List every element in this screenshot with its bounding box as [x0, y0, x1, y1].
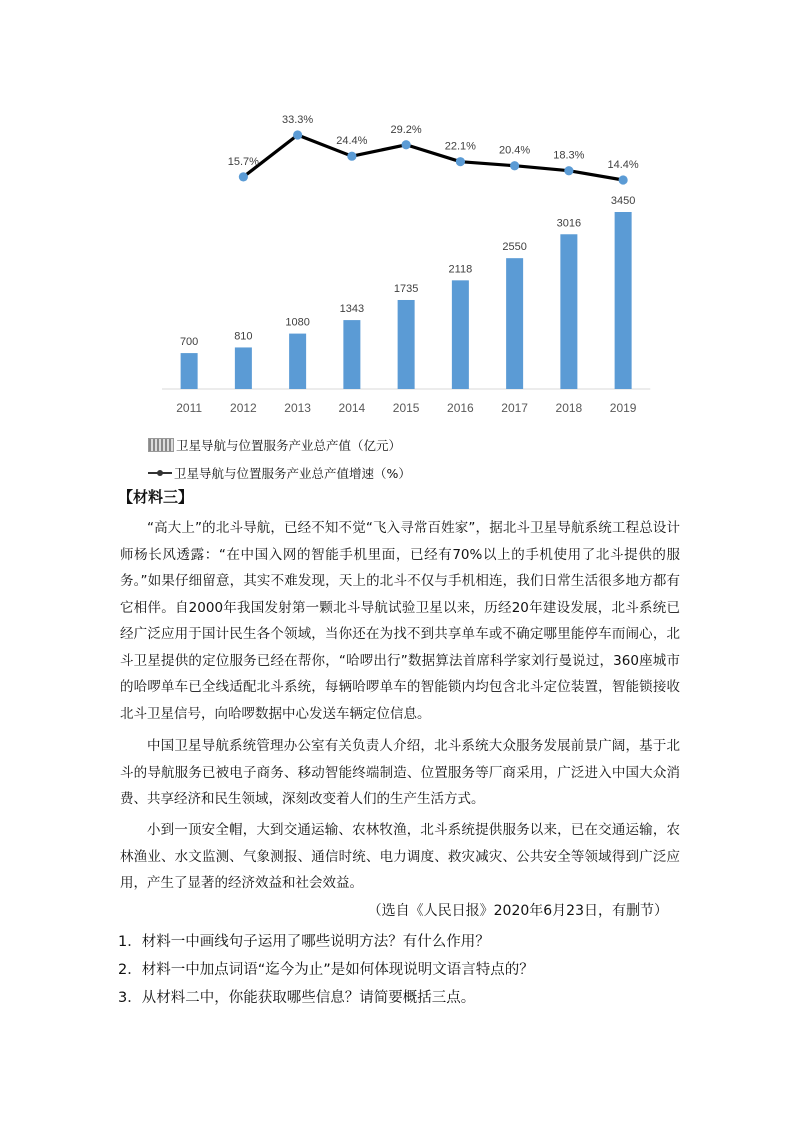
legend-line-label: 卫星导航与位置服务产业总产值增速（%） [174, 466, 411, 481]
growth-value-label: 20.4% [499, 144, 531, 157]
x-tick-label: 2015 [392, 401, 420, 415]
growth-value-label: 33.3% [282, 114, 314, 126]
x-tick-label: 2018 [555, 401, 583, 415]
paragraph-3: 小到一顶安全帽，大到交通运输、农林牧渔，北斗系统提供服务以来，已在交通运输，农林渔业、水文监测、气象测报、通信时统、电力调度、救灾减灾、公共安全等领域得到广泛应用，产生了显著的经济效益和社会效益。 [120, 822, 680, 891]
growth-point [293, 130, 302, 139]
line-legend-swatch [148, 467, 172, 479]
x-tick-label: 2011 [176, 401, 203, 415]
growth-point [510, 161, 519, 170]
bar [289, 334, 306, 389]
question-1: 1．材料一中画线句子运用了哪些说明方法？有什么作用？ [118, 934, 490, 950]
bar [398, 300, 415, 389]
growth-point [402, 140, 411, 149]
bar [452, 280, 469, 389]
legend-line-entry [148, 464, 411, 482]
bar-value-label: 1343 [339, 303, 365, 316]
growth-value-label: 22.1% [444, 140, 476, 153]
bar [506, 258, 523, 389]
bar-value-label: 700 [179, 336, 199, 349]
section-title: 【材料三】 [118, 488, 194, 506]
x-tick-label: 2019 [609, 401, 637, 415]
growth-value-label: 29.2% [390, 123, 422, 136]
bar [615, 212, 632, 389]
paragraph-2: 中国卫星导航系统管理办公室有关负责人介绍，北斗系统大众服务发展前景广阔，基于北斗的导航服务已被电子商务、移动智能终端制造、位置服务等厂商采用，广泛进入中国大众消费、共享经济和民生领域，深刻改变着人们的生产生活方式。 [120, 738, 680, 807]
bar [343, 320, 360, 389]
legend-bar-label: 卫星导航与位置服务产业总产值（亿元） [176, 438, 402, 453]
bar-value-label: 2118 [448, 263, 473, 276]
bar-value-label: 2550 [502, 241, 527, 254]
bar-value-label: 3016 [556, 217, 582, 230]
source-citation: （选自《人民日报》2020年6月23日，有删节） [367, 903, 668, 919]
growth-point [564, 166, 573, 175]
bar [560, 234, 577, 389]
bar [181, 353, 198, 389]
growth-point [619, 175, 628, 184]
bar-legend-swatch [148, 438, 174, 452]
growth-point [456, 157, 465, 166]
x-tick-label: 2014 [338, 401, 366, 415]
growth-value-label: 15.7% [227, 155, 259, 168]
growth-value-label: 18.3% [553, 149, 585, 162]
growth-value-label: 24.4% [336, 135, 368, 148]
bar-value-label: 3450 [610, 195, 636, 207]
x-tick-label: 2016 [447, 401, 474, 415]
legend-bar-entry [148, 436, 401, 454]
question-3: 3．从材料二中，你能获取哪些信息？请简要概括三点。 [118, 990, 476, 1006]
bar [235, 347, 252, 389]
x-tick-label: 2013 [284, 401, 311, 415]
bar-value-label: 1735 [393, 282, 419, 295]
paragraph-1: “高大上”的北斗导航，已经不知不觉“飞入寻常百姓家”，据北斗卫星导航系统工程总设计师杨长风透露：“在中国入网的智能手机里面，已经有70%以上的手机使用了北斗提供的服务。”如果仔细留意，其实不难发现，天上的北斗不仅与手机相连，我们日常生活很多地方都有它相伴。自2000年我国发射第一颗北斗导航试验卫星以来，历经20年建设发展，北斗系统已经广泛应用于国计民生各个领域，当你还在为找不到共享单车或不确定哪里能停车而闹心，北斗卫星提供的定位服务已经在帮你，“哈啰出行”数据算法首席科学家刘行曼说过，360座城市的哈啰单车已全线适配北斗系统，每辆哈啰单车的智能锁内均包含北斗定位装置，智能锁接收北斗卫星信号，向哈啰数据中心发送车辆定位信息。 [120, 520, 680, 722]
growth-value-label: 14.4% [607, 159, 639, 171]
x-tick-label: 2012 [230, 401, 257, 415]
output-value-chart [0, 0, 794, 430]
growth-point [347, 152, 356, 161]
question-2: 2．材料一中加点词语“迄今为止”是如何体现说明文语言特点的？ [118, 962, 534, 978]
bar-value-label: 810 [234, 330, 253, 343]
x-tick-label: 2017 [501, 401, 528, 415]
bar-value-label: 1080 [285, 316, 310, 329]
growth-point [239, 172, 248, 181]
